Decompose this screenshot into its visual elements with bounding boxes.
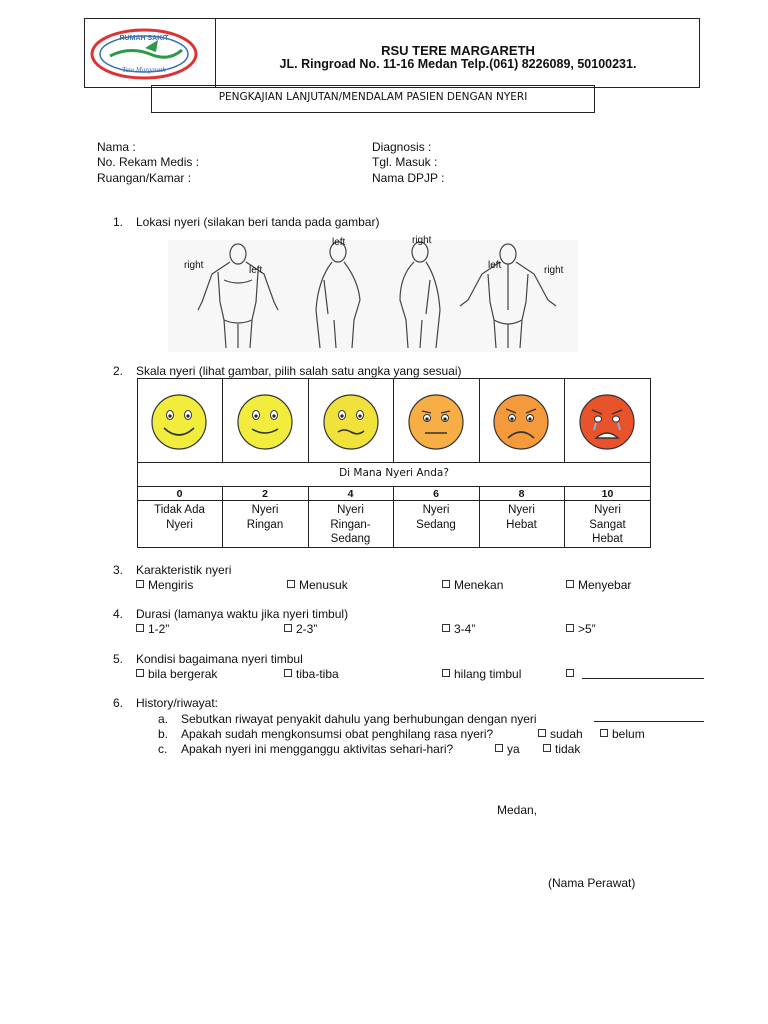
hospital-name: RSU TERE MARGARETH xyxy=(381,43,535,58)
option-bila-bergerak[interactable]: bila bergerak xyxy=(136,667,217,681)
q5-text: Kondisi bagaimana nyeri timbul xyxy=(136,652,303,666)
face-6-icon[interactable] xyxy=(403,392,469,452)
scale-col-divider xyxy=(393,378,394,462)
checkbox-icon[interactable] xyxy=(566,669,574,677)
field-nama[interactable]: Nama : xyxy=(97,140,136,154)
hospital-logo xyxy=(90,28,198,80)
riwayat-answer-line[interactable] xyxy=(594,721,704,722)
option-sudah[interactable]: sudah xyxy=(538,727,583,741)
q6c-letter: c. xyxy=(158,742,168,756)
option-durasi-1[interactable]: 1-2” xyxy=(136,622,169,636)
field-nama-dpjp[interactable]: Nama DPJP : xyxy=(372,171,445,185)
scale-value-10: 10 xyxy=(601,488,614,500)
option-menusuk[interactable]: Menusuk xyxy=(287,578,348,592)
option-lainnya[interactable] xyxy=(566,667,578,681)
label-right-1: right xyxy=(184,260,204,271)
scale-label-4: Nyeri Ringan- Sedang xyxy=(330,504,371,545)
checkbox-icon[interactable] xyxy=(566,580,574,588)
q4-number: 4. xyxy=(113,607,124,621)
checkbox-icon[interactable] xyxy=(442,669,450,677)
checkbox-icon[interactable] xyxy=(538,729,546,737)
form-title: PENGKAJIAN LANJUTAN/MENDALAM PASIEN DENGAN NYERI xyxy=(151,85,595,113)
other-condition-line[interactable] xyxy=(582,678,704,679)
signature-place: Medan, xyxy=(497,803,538,817)
q6a-letter: a. xyxy=(158,712,169,726)
svg-text:RUMAH SAKIT: RUMAH SAKIT xyxy=(119,35,169,42)
scale-col-divider xyxy=(564,378,565,462)
face-2-icon[interactable] xyxy=(232,392,298,452)
checkbox-icon[interactable] xyxy=(284,669,292,677)
body-front-figure xyxy=(198,244,278,348)
scale-label-10: Nyeri Sangat Hebat xyxy=(589,504,626,545)
scale-label-6: Nyeri Sedang xyxy=(416,504,456,531)
option-tiba-tiba[interactable]: tiba-tiba xyxy=(284,667,339,681)
checkbox-icon[interactable] xyxy=(136,624,144,632)
checkbox-icon[interactable] xyxy=(543,744,551,752)
option-durasi-4[interactable]: >5” xyxy=(566,622,596,636)
q1-number: 1. xyxy=(113,215,124,229)
scale-value-8: 8 xyxy=(518,488,525,500)
q6-text: History/riwayat: xyxy=(136,696,219,710)
field-ruangan[interactable]: Ruangan/Kamar : xyxy=(97,171,192,185)
scale-rule-mid xyxy=(137,486,651,487)
label-right-3: right xyxy=(544,265,564,276)
face-0-icon[interactable] xyxy=(146,392,212,452)
scale-label-8: Nyeri Hebat xyxy=(506,504,537,531)
q6a-text: Sebutkan riwayat penyakit dahulu yang berhubungan dengan nyeri xyxy=(181,712,537,726)
body-side-figure-2 xyxy=(400,242,440,348)
checkbox-icon[interactable] xyxy=(600,729,608,737)
signature-nurse: (Nama Perawat) xyxy=(548,876,636,890)
face-10-icon[interactable] xyxy=(574,392,640,452)
scale-value-0: 0 xyxy=(176,488,183,500)
scale-label-2: Nyeri Ringan xyxy=(246,504,284,531)
scale-value-2: 2 xyxy=(262,488,268,500)
option-durasi-2[interactable]: 2-3” xyxy=(284,622,317,636)
q2-text: Skala nyeri (lihat gambar, pilih salah satu angka yang sesuai) xyxy=(136,364,462,378)
scale-col-divider xyxy=(308,378,309,462)
q6-number: 6. xyxy=(113,696,124,710)
body-side-figure-1 xyxy=(316,242,360,348)
field-diagnosis[interactable]: Diagnosis : xyxy=(372,140,432,154)
face-8-icon[interactable] xyxy=(488,392,554,452)
scale-value-6: 6 xyxy=(433,488,439,500)
label-left-1: left xyxy=(249,265,263,276)
q3-number: 3. xyxy=(113,563,124,577)
checkbox-icon[interactable] xyxy=(287,580,295,588)
label-right-2: right xyxy=(412,235,432,246)
option-belum[interactable]: belum xyxy=(600,727,645,741)
field-tgl-masuk[interactable]: Tgl. Masuk : xyxy=(372,155,438,169)
scale-rule-top xyxy=(137,462,651,463)
scale-col-divider xyxy=(479,378,480,462)
q6b-letter: b. xyxy=(158,727,169,741)
hospital-address: JL. Ringroad No. 11-16 Medan Telp.(061) 8226089, 50100231. xyxy=(279,57,637,71)
q2-number: 2. xyxy=(113,364,124,378)
label-left-3: left xyxy=(488,260,502,271)
checkbox-icon[interactable] xyxy=(284,624,292,632)
scale-label-0: Tidak Ada Nyeri xyxy=(154,504,205,531)
q5-number: 5. xyxy=(113,652,124,666)
checkbox-icon[interactable] xyxy=(566,624,574,632)
checkbox-icon[interactable] xyxy=(136,669,144,677)
scale-banner: Di Mana Nyeri Anda? xyxy=(339,467,449,479)
q3-text: Karakteristik nyeri xyxy=(136,563,232,577)
option-durasi-3[interactable]: 3-4” xyxy=(442,622,475,636)
option-tidak[interactable]: tidak xyxy=(543,742,580,756)
q1-text: Lokasi nyeri (silakan beri tanda pada gambar) xyxy=(136,215,380,229)
option-menyebar[interactable]: Menyebar xyxy=(566,578,631,592)
body-back-figure xyxy=(460,244,556,348)
checkbox-icon[interactable] xyxy=(495,744,503,752)
q6c-text: Apakah nyeri ini mengganggu aktivitas sehari-hari? xyxy=(181,742,454,756)
face-4-icon[interactable] xyxy=(318,392,384,452)
q4-text: Durasi (lamanya waktu jika nyeri timbul) xyxy=(136,607,349,621)
checkbox-icon[interactable] xyxy=(136,580,144,588)
q6b-text: Apakah sudah mengkonsumsi obat penghilang rasa nyeri? xyxy=(181,727,494,741)
option-mengiris[interactable]: Mengiris xyxy=(136,578,193,592)
svg-text:Tere Margareth: Tere Margareth xyxy=(122,66,166,74)
scale-col-divider xyxy=(222,378,223,462)
option-ya[interactable]: ya xyxy=(495,742,520,756)
body-map[interactable] xyxy=(168,240,578,352)
checkbox-icon[interactable] xyxy=(442,580,450,588)
scale-value-4: 4 xyxy=(347,488,354,500)
scale-rule-bottom xyxy=(137,500,651,501)
checkbox-icon[interactable] xyxy=(442,624,450,632)
option-hilang-timbul[interactable]: hilang timbul xyxy=(442,667,521,681)
label-left-2: left xyxy=(332,237,346,248)
option-menekan[interactable]: Menekan xyxy=(442,578,503,592)
field-rekam-medis[interactable]: No. Rekam Medis : xyxy=(97,155,200,169)
